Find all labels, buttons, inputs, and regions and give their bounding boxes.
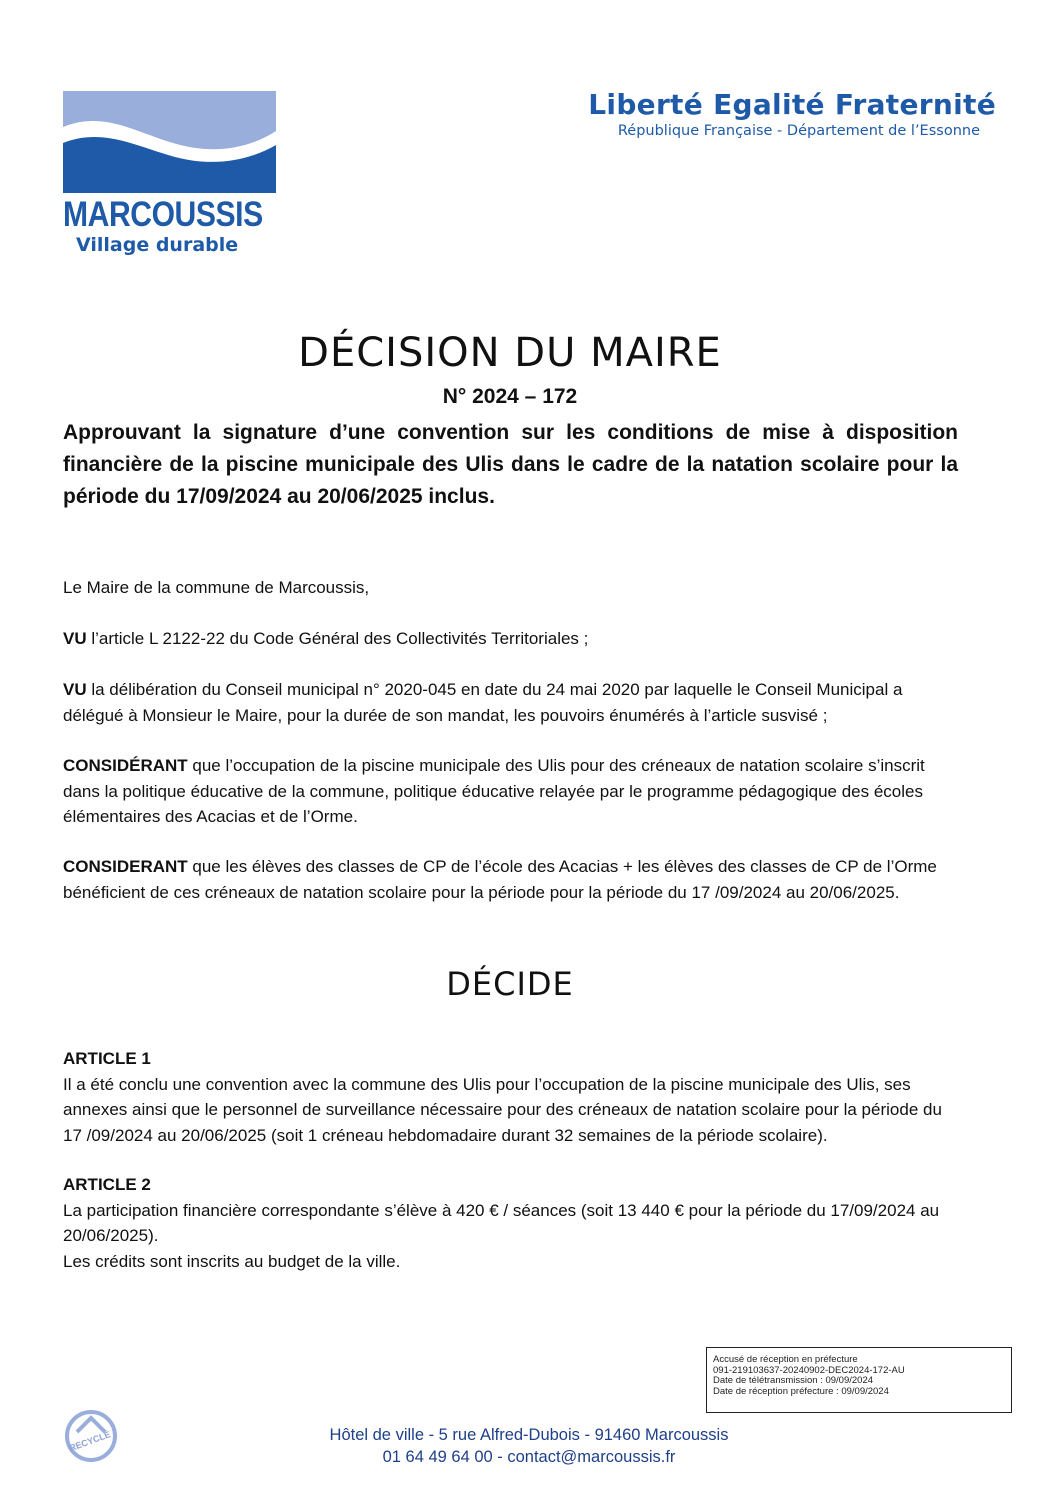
- considerant-text: que l’occupation de la piscine municipale des Ulis pour des créneaux de natation scolaire s’inscrit dans la politique éducative de la commune, politique éducative relayée par le programme pédagogique des écoles élémentaires des Acacias et de l’Orme.: [63, 756, 925, 826]
- vu-text: l’article L 2122-22 du Code Général des Collectivités Territoriales ;: [86, 629, 589, 648]
- logo-tagline: Village durable: [76, 234, 239, 256]
- footer-contact: 01 64 49 64 00 - contact@marcoussis.fr: [382, 1448, 676, 1466]
- article-1: [63, 1046, 963, 1148]
- prefecture-receipt-box: [706, 1347, 1012, 1413]
- marcoussis-logo: [63, 91, 276, 256]
- footer: [0, 1424, 1058, 1468]
- decide-heading: DÉCIDE: [446, 965, 574, 1003]
- republic-motto: [588, 88, 996, 139]
- intro-paragraph: Le Maire de la commune de Marcoussis,: [63, 578, 370, 597]
- considerant-paragraph-2: [63, 854, 963, 905]
- receipt-line-2: 091-219103637-20240902-DEC2024-172-AU: [713, 1364, 905, 1376]
- motto-sub: République Française - Département de l’Essonne: [617, 123, 980, 139]
- considerant-keyword: CONSIDÉRANT: [63, 756, 188, 775]
- article-2: [63, 1172, 963, 1274]
- vu-text: la délibération du Conseil municipal n° 2020-045 en date du 24 mai 2020 par laquelle le Conseil Municipal a délégué à Monsieur le Maire, pour la durée de son mandat, les pouvoirs énumérés à l’article susvisé ;: [63, 680, 903, 725]
- decision-number: N° 2024 – 172: [442, 385, 578, 408]
- motto-main: Liberté Egalité Fraternité: [588, 88, 996, 121]
- receipt-line-1: Accusé de réception en préfecture: [713, 1354, 858, 1365]
- article-1-title: ARTICLE 1: [63, 1049, 151, 1068]
- document-title: DÉCISION DU MAIRE: [298, 330, 722, 376]
- footer-address: Hôtel de ville - 5 rue Alfred-Dubois - 91460 Marcoussis: [329, 1426, 729, 1444]
- vu-keyword: VU: [63, 680, 87, 699]
- vu-paragraph-2: [63, 677, 963, 728]
- considerant-keyword: CONSIDERANT: [63, 857, 188, 876]
- article-2-line-1: La participation financière correspondante s’élève à 420 € / séances (soit 13 440 € pour la période du 17/09/2024 au 20/06/2025).: [63, 1200, 940, 1245]
- logo-wave-icon: [63, 91, 276, 193]
- article-1-text: Il a été conclu une convention avec la commune des Ulis pour l’occupation de la piscine municipale des Ulis, ses annexes ainsi que le personnel de surveillance nécessaire pour des créneaux de natation scolaire pour la période du 17 /09/2024 au 20/06/2025 (soit 1 créneau hebdomadaire durant 32 semaines de la période scolaire).: [63, 1074, 942, 1145]
- considerant-paragraph-1: [63, 753, 963, 830]
- decision-subject: Approuvant la signature d’une convention sur les conditions de mise à disposition financière de la piscine municipale des Ulis dans le cadre de la natation scolaire pour la période du 17/09/2024 au 20/06/2025 inclus.: [63, 421, 958, 508]
- receipt-line-4: Date de réception préfecture : 09/09/2024: [713, 1385, 889, 1397]
- logo-name: MARCOUSSIS: [63, 195, 263, 234]
- article-2-line-2: Les crédits sont inscrits au budget de la ville.: [63, 1251, 401, 1271]
- vu-keyword: VU: [63, 629, 87, 648]
- receipt-line-3: Date de télétransmission : 09/09/2024: [713, 1375, 874, 1387]
- vu-paragraph-1: [63, 626, 963, 652]
- svg-text:RECYCLÉ: RECYCLÉ: [68, 1429, 112, 1454]
- article-2-title: ARTICLE 2: [63, 1175, 151, 1194]
- considerant-text: que les élèves des classes de CP de l’école des Acacias + les élèves des classes de CP de l’Orme bénéficient de ces créneaux de natation scolaire pour la période pour la période du 17 /09/2024 au 20/06/2025.: [63, 857, 937, 902]
